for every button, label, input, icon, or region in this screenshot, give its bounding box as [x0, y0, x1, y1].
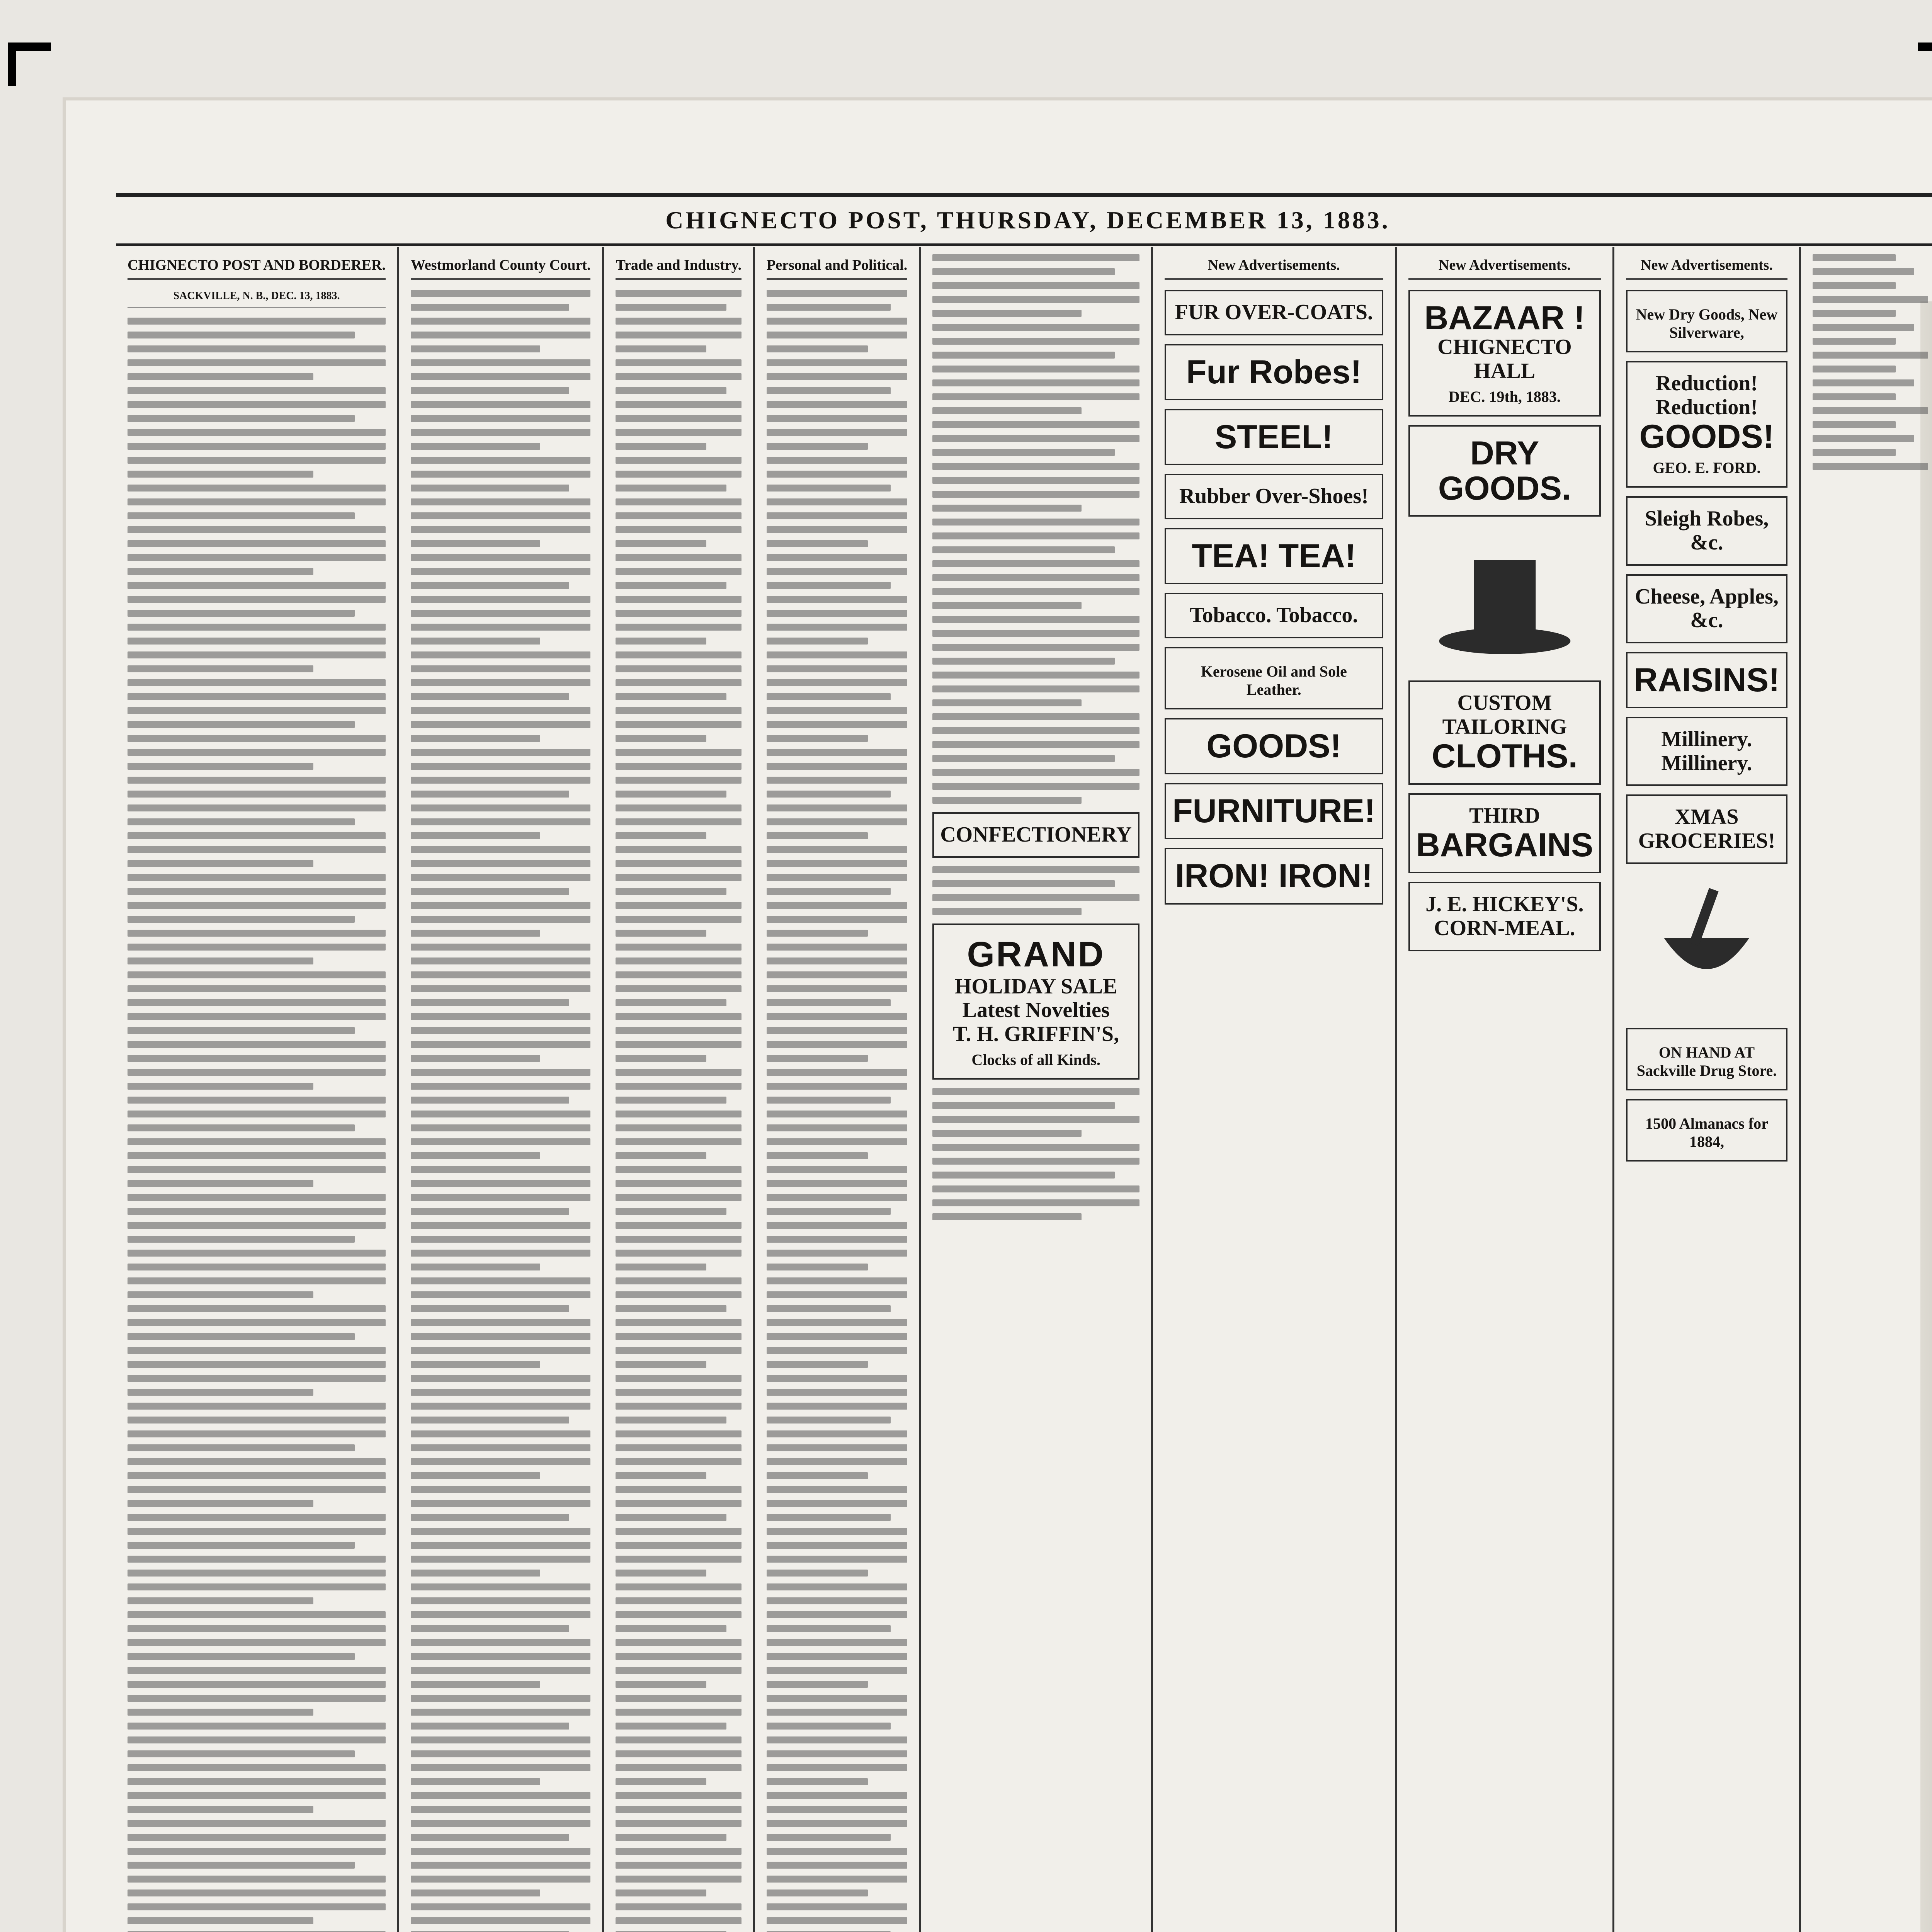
column-heading: Personal and Political.	[767, 257, 907, 280]
cheese-ad	[1626, 574, 1787, 643]
kerosene-ad	[1165, 647, 1383, 709]
ad-merchant: T. H. GRIFFIN'S,	[953, 1022, 1119, 1046]
masthead	[116, 193, 1932, 246]
column-1	[116, 247, 399, 1932]
ad-headline: ON HAND AT Sackville Drug Store.	[1636, 1043, 1777, 1079]
woodburn-ad	[932, 812, 1139, 858]
ad-subheadline: Latest Novelties	[962, 998, 1110, 1022]
dry-goods-ad	[1408, 425, 1601, 517]
ad-headline: Sleigh Robes, &c.	[1645, 507, 1769, 555]
crop-mark-top-right	[1918, 43, 1932, 86]
article-text	[411, 290, 591, 1932]
article-text	[128, 318, 386, 1932]
ad-headline: New Dry Goods, New Silverware,	[1636, 306, 1778, 341]
steel-ad	[1165, 409, 1383, 465]
furniture-ad	[1165, 783, 1383, 839]
article-text	[932, 1088, 1139, 1220]
dateline: SACKVILLE, N. B., DEC. 13, 1883.	[128, 290, 386, 308]
overcoats-ad	[1165, 290, 1383, 335]
millinery-ad	[1626, 717, 1787, 786]
ad-headline: THIRD	[1469, 803, 1540, 828]
crop-mark-top-left	[8, 43, 51, 86]
raisins-ad	[1626, 652, 1787, 708]
ad-headline: STEEL!	[1214, 418, 1333, 456]
column-5	[921, 247, 1153, 1932]
ad-subheadline: CORN-MEAL.	[1434, 916, 1575, 940]
column-heading: New Advertisements.	[1626, 257, 1787, 280]
goods-ad	[1165, 718, 1383, 774]
column-7	[1397, 247, 1615, 1932]
column-6	[1153, 247, 1397, 1932]
new-dry-goods-ad	[1626, 290, 1787, 352]
column-2	[399, 247, 604, 1932]
ad-headline: Fur Robes!	[1186, 353, 1362, 391]
hat-illustration	[1408, 525, 1601, 672]
ad-headline: Tobacco. Tobacco.	[1190, 603, 1358, 628]
holiday-sale-ad	[932, 923, 1139, 1080]
ad-headline: Reduction! Reduction!	[1655, 371, 1758, 419]
bazaar-ad	[1408, 290, 1601, 417]
article-text	[932, 866, 1139, 915]
article-text	[616, 290, 742, 1932]
column-heading: Westmorland County Court.	[411, 257, 591, 280]
iron-ad	[1165, 848, 1383, 904]
page-title: CHIGNECTO POST, THURSDAY, DECEMBER 13, 1883.	[665, 206, 1390, 234]
ad-headline: 1500 Almanacs for 1884,	[1645, 1114, 1768, 1150]
ad-headline: CUSTOM TAILORING	[1442, 691, 1567, 739]
column-8	[1614, 247, 1801, 1932]
column-heading: New Advertisements.	[1165, 257, 1383, 280]
ad-headline: DRY GOODS.	[1438, 435, 1571, 507]
reduction-ad	[1626, 361, 1787, 488]
ad-headline: Rubber Over-Shoes!	[1179, 484, 1369, 509]
ad-headline: J. E. HICKEY'S.	[1425, 892, 1584, 917]
ad-venue: CHIGNECTO HALL	[1437, 335, 1572, 383]
ad-headline: FUR OVER-COATS.	[1175, 300, 1373, 324]
column-heading: Trade and Industry.	[616, 257, 742, 280]
ad-date: DEC. 19th, 1883.	[1448, 388, 1561, 406]
tobacco-ad	[1165, 593, 1383, 638]
ad-headline: FURNITURE!	[1172, 792, 1376, 830]
hickey-ad	[1408, 882, 1601, 951]
column-heading: CHIGNECTO POST AND BORDERER.	[128, 257, 386, 280]
ad-headline: TEA! TEA!	[1192, 537, 1356, 575]
ad-headline: RAISINS!	[1634, 661, 1780, 699]
ad-headline: GOODS!	[1206, 727, 1342, 765]
article-text	[932, 254, 1139, 804]
ad-headline: BAZAAR !	[1424, 299, 1585, 337]
ad-subheadline: BARGAINS	[1416, 827, 1594, 864]
ad-subheadline: GOODS!	[1639, 418, 1774, 456]
column-grid	[116, 247, 1932, 1932]
tea-ad	[1165, 528, 1383, 584]
partial-text	[1813, 254, 1928, 470]
annual-sale-ad	[1408, 793, 1601, 874]
ad-subheadline: CLOTHS.	[1432, 738, 1578, 775]
ad-headline: Kerosene Oil and Sole Leather.	[1201, 662, 1347, 698]
rubber-ad	[1165, 474, 1383, 519]
tailoring-ad	[1408, 680, 1601, 784]
article-text	[767, 290, 907, 1932]
almanacs-ad	[1626, 1099, 1787, 1162]
ad-line: Clocks of all Kinds.	[971, 1051, 1100, 1069]
ad-headline: Millinery. Millinery.	[1661, 727, 1752, 775]
ad-merchant: GEO. E. FORD.	[1653, 459, 1761, 477]
ad-headline: Cheese, Apples, &c.	[1635, 584, 1779, 633]
column-heading: New Advertisements.	[1408, 257, 1601, 280]
ad-headline: IRON! IRON!	[1175, 857, 1373, 895]
column-9	[1801, 247, 1932, 1932]
drug-store-ad	[1626, 1028, 1787, 1090]
fur-robes-ad	[1165, 344, 1383, 400]
ad-subheadline: HOLIDAY SALE	[954, 974, 1117, 998]
xmas-groceries-ad	[1626, 794, 1787, 864]
ad-headline: CONFECTIONERY	[940, 823, 1132, 847]
column-3	[604, 247, 755, 1932]
ad-headline: GRAND	[967, 934, 1105, 974]
mortar-and-pestle-illustration	[1626, 872, 1787, 1019]
ad-headline: XMAS GROCERIES!	[1638, 805, 1776, 853]
column-4	[755, 247, 921, 1932]
sleigh-robes-ad	[1626, 496, 1787, 565]
